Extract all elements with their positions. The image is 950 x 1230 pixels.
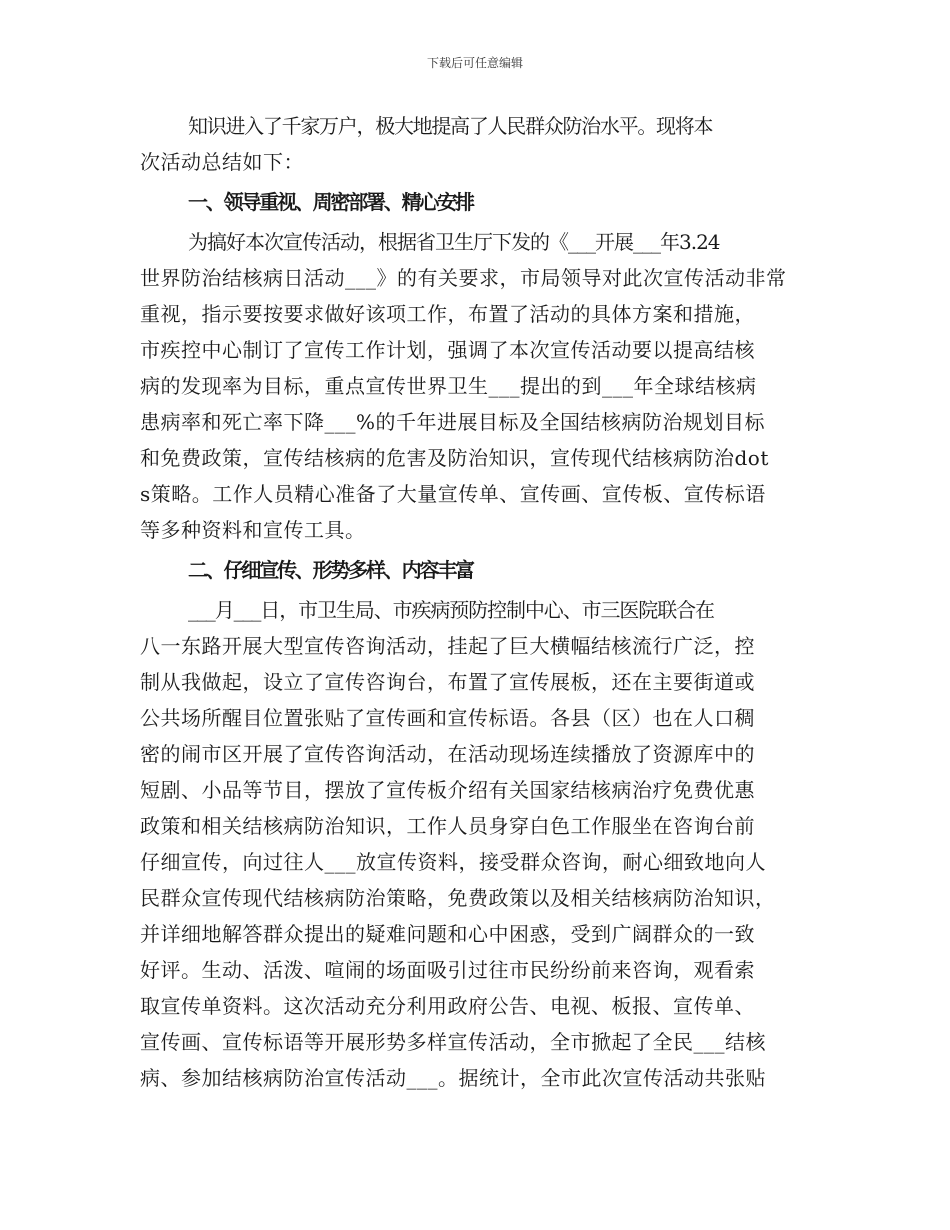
paragraph-line: 世界防治结核病日活动___》的有关要求，市局领导对此次宣传活动非常 (140, 266, 787, 290)
paragraph-line: s策略。工作人员精心准备了大量宣传单、宣传画、宣传板、宣传标语 (140, 482, 766, 506)
paragraph-line: 和免费政策，宣传结核病的危害及防治知识，宣传现代结核病防治dot (140, 446, 769, 470)
paragraph-line: 等多种资料和宣传工具。 (140, 518, 366, 542)
paragraph-line: 知识进入了千家万户，极大地提高了人民群众防治水平。现将本 (188, 114, 713, 138)
paragraph-line: 宣传画、宣传标语等开展形势多样宣传活动，全市掀起了全民___结核 (140, 1030, 766, 1054)
paragraph-line: 政策和相关结核病防治知识，工作人员身穿白色工作服坐在咨询台前 (140, 814, 755, 838)
paragraph-line: ___月___日，市卫生局、市疾病预防控制中心、市三医院联合在 (188, 598, 714, 622)
paragraph-line: 仔细宣传，向过往人___放宣传资料，接受群众咨询，耐心细致地向人 (140, 850, 766, 874)
paragraph-line: 八一东路开展大型宣传咨询活动，挂起了巨大横幅结核流行广泛，控 (140, 634, 755, 658)
paragraph-line: 公共场所醒目位置张贴了宣传画和宣传标语。各县（区）也在人口稠 (140, 706, 755, 730)
paragraph-line: 短剧、小品等节目，摆放了宣传板介绍有关国家结核病治疗免费优惠 (140, 778, 755, 802)
paragraph-line: 民群众宣传现代结核病防治策略，免费政策以及相关结核病防治知识， (140, 886, 776, 910)
paragraph-line: 制从我做起，设立了宣传咨询台，布置了宣传展板，还在主要街道或 (140, 670, 755, 694)
section-heading: 二、仔细宣传、形势多样、内容丰富 (188, 558, 473, 582)
paragraph-line: 市疾控中心制订了宣传工作计划，强调了本次宣传活动要以提高结核 (140, 338, 755, 362)
page-header: 下载后可任意编辑 (426, 56, 523, 70)
paragraph-line: 次活动总结如下： (140, 150, 304, 174)
paragraph-line: 病的发现率为目标，重点宣传世界卫生___提出的到___年全球结核病 (140, 374, 757, 398)
paragraph-line: 密的闹市区开展了宣传咨询活动，在活动现场连续播放了资源库中的 (140, 742, 755, 766)
paragraph-line: 并详细地解答群众提出的疑难问题和心中困惑，受到广阔群众的一致 (140, 922, 755, 946)
paragraph-line: 患病率和死亡率下降___%的千年进展目标及全国结核病防治规划目标 (140, 410, 766, 434)
paragraph-line: 好评。生动、活泼、喧闹的场面吸引过往市民纷纷前来咨询，观看索 (140, 958, 755, 982)
paragraph-line: 为搞好本次宣传活动，根据省卫生厅下发的《___开展___年3.24 (188, 230, 720, 254)
paragraph-line: 取宣传单资料。这次活动充分利用政府公告、电视、板报、宣传单、 (140, 994, 755, 1018)
section-heading: 一、领导重视、周密部署、精心安排 (188, 190, 473, 214)
paragraph-line: 病、参加结核病防治宣传活动___。据统计，全市此次宣传活动共张贴 (140, 1066, 766, 1090)
paragraph-line: 重视，指示要按要求做好该项工作，布置了活动的具体方案和措施， (140, 302, 755, 326)
